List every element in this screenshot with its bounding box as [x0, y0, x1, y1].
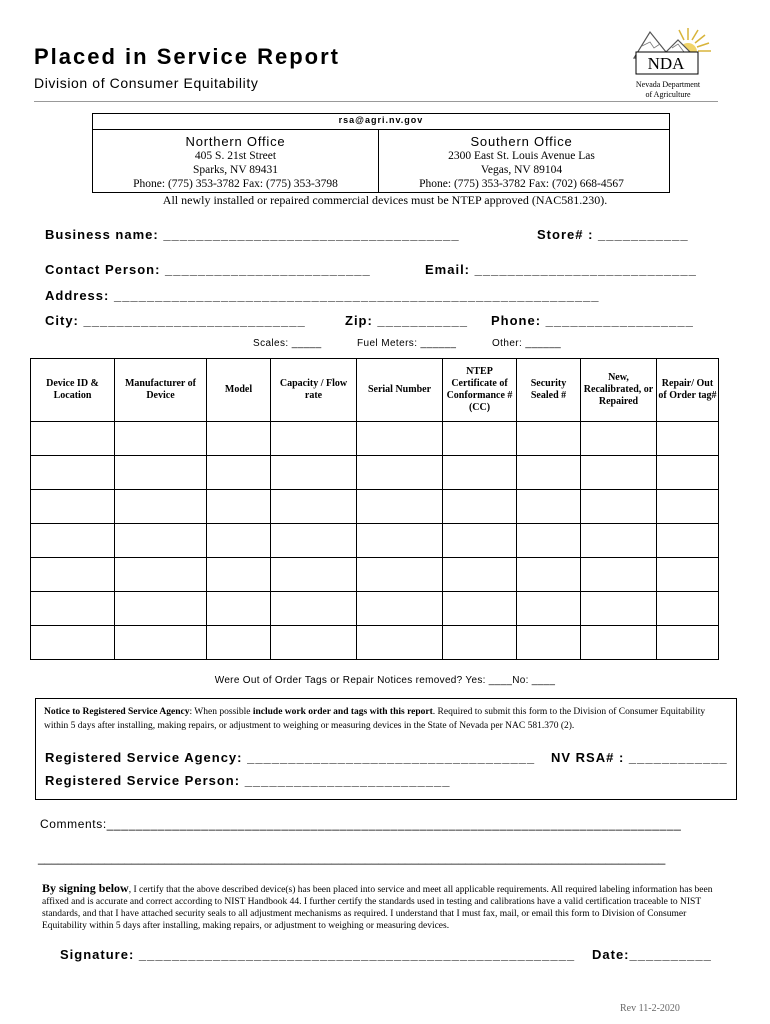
table-cell[interactable] [443, 524, 517, 558]
table-cell[interactable] [207, 524, 271, 558]
table-cell[interactable] [517, 422, 581, 456]
table-header-row [31, 359, 719, 422]
table-cell[interactable] [271, 558, 357, 592]
ntep-requirement-note: All newly installed or repaired commercial devices must be NTEP approved (NAC581.230). [162, 193, 608, 207]
table-cell[interactable] [115, 524, 207, 558]
table-cell[interactable] [581, 422, 657, 456]
table-cell[interactable] [31, 558, 115, 592]
header-divider [34, 101, 718, 102]
column-header: Model [207, 359, 271, 422]
table-cell[interactable] [657, 490, 719, 524]
table-cell[interactable] [357, 524, 443, 558]
column-header: Security Sealed # [517, 359, 581, 422]
table-cell[interactable] [581, 558, 657, 592]
table-cell[interactable] [581, 456, 657, 490]
northern-office-street: 405 S. 21st Street [194, 150, 277, 162]
comments-field[interactable]: Comments:_______________________________________________________________________________ [40, 817, 682, 831]
table-cell[interactable] [443, 422, 517, 456]
table-cell[interactable] [31, 422, 115, 456]
column-header: Manufacturer of Device [115, 359, 207, 422]
table-row [31, 524, 719, 558]
table-cell[interactable] [517, 490, 581, 524]
column-header: Capacity / Flow rate [271, 359, 357, 422]
southern-office-phone: Phone: (775) 353-3782 Fax: (702) 668-4567 [419, 178, 624, 190]
northern-office-heading: Northern Office [185, 134, 286, 149]
southern-office-heading: Southern Office [470, 134, 573, 149]
column-header: Repair/ Out of Order tag# [657, 359, 719, 422]
table-cell[interactable] [581, 490, 657, 524]
contact-email[interactable]: rsa@agri.nv.gov [338, 115, 424, 125]
southern-office [379, 134, 664, 191]
southern-office-street: 2300 East St. Louis Avenue Las [448, 150, 595, 162]
table-cell[interactable] [207, 422, 271, 456]
signature-field[interactable]: Signature: _____________________________________________________ [60, 947, 576, 962]
scales-count-field[interactable]: Scales: _____ [253, 338, 322, 349]
table-cell[interactable] [115, 626, 207, 660]
table-cell[interactable] [31, 490, 115, 524]
table-cell[interactable] [31, 592, 115, 626]
contact-person-field[interactable]: Contact Person: _________________________ [45, 262, 371, 277]
phone-field[interactable]: Phone: __________________ [491, 313, 694, 328]
table-row [31, 456, 719, 490]
logo-line-1: Nevada Department [635, 80, 701, 89]
table-cell[interactable] [207, 490, 271, 524]
date-field[interactable]: Date:__________ [592, 947, 712, 962]
table-cell[interactable] [657, 422, 719, 456]
nv-rsa-number-field[interactable]: NV RSA# : ____________ [551, 750, 728, 765]
table-cell[interactable] [443, 626, 517, 660]
table-cell[interactable] [115, 490, 207, 524]
zip-field[interactable]: Zip: ___________ [345, 313, 468, 328]
fuel-meters-count-field[interactable]: Fuel Meters: ______ [357, 338, 457, 349]
table-cell[interactable] [517, 558, 581, 592]
certification-statement [42, 882, 732, 932]
revision-label: Rev 11-2-2020 [620, 1003, 680, 1014]
notice-text-part-1: : When possible [189, 707, 253, 717]
table-cell[interactable] [357, 490, 443, 524]
table-row [31, 592, 719, 626]
table-cell[interactable] [357, 558, 443, 592]
table-cell[interactable] [115, 422, 207, 456]
northern-office [93, 134, 378, 191]
column-header: NTEP Certificate of Conformance # (CC) [443, 359, 517, 422]
device-table-body [31, 422, 719, 660]
table-cell[interactable] [357, 422, 443, 456]
table-cell[interactable] [31, 524, 115, 558]
table-cell[interactable] [207, 558, 271, 592]
other-count-field[interactable]: Other: ______ [492, 338, 562, 349]
table-cell[interactable] [357, 456, 443, 490]
table-cell[interactable] [271, 524, 357, 558]
table-cell[interactable] [357, 592, 443, 626]
table-cell[interactable] [517, 456, 581, 490]
table-cell[interactable] [657, 592, 719, 626]
table-cell[interactable] [517, 592, 581, 626]
table-cell[interactable] [443, 456, 517, 490]
email-field[interactable]: Email: ___________________________ [425, 262, 697, 277]
table-cell[interactable] [657, 626, 719, 660]
table-cell[interactable] [31, 456, 115, 490]
comments-field-line-2[interactable]: ______________________________________________________________________________________________ [38, 851, 666, 865]
store-number-field[interactable]: Store# : ___________ [537, 227, 689, 242]
column-header: New, Recalibrated, or Repaired [581, 359, 657, 422]
table-cell[interactable] [115, 456, 207, 490]
registered-service-person-field[interactable]: Registered Service Person: _________________________ [45, 773, 451, 788]
table-cell[interactable] [207, 456, 271, 490]
office-box-divider [93, 129, 669, 130]
northern-office-phone: Phone: (775) 353-3782 Fax: (775) 353-3798 [133, 178, 338, 190]
table-cell[interactable] [271, 592, 357, 626]
address-field[interactable]: Address: ___________________________________________________________ [45, 288, 600, 303]
page-subtitle: Division of Consumer Equitability [34, 75, 259, 91]
table-row [31, 490, 719, 524]
logo-line-2: of Agriculture [645, 90, 691, 99]
table-cell[interactable] [271, 490, 357, 524]
logo-abbreviation: NDA [647, 54, 685, 73]
column-header: Serial Number [357, 359, 443, 422]
certification-text: , I certify that the above described device(s) has been placed into service and meet all applicable requirements. All required labeling information has been affixed and is accurate and correct according to NIST Handbook 44. I further certify the standards used in testing and calibrations have a valid certification traceable to NIST standards, and that I have attached security seals to all adjustment mechanisms as required. I understand that I must fax, mail, or email this form to Division of Consumer Equitability within 5 days after installing, making repairs, or adjustment to weighing or measuring devices. [42, 885, 713, 931]
office-contacts-box [92, 113, 670, 193]
table-cell[interactable] [581, 524, 657, 558]
table-cell[interactable] [443, 558, 517, 592]
notice-label: Notice to Registered Service Agency [44, 707, 190, 717]
table-row [31, 626, 719, 660]
table-cell[interactable] [517, 524, 581, 558]
tags-removed-question[interactable]: Were Out of Order Tags or Repair Notices removed? Yes: ____No: ____ [214, 675, 556, 686]
table-cell[interactable] [31, 626, 115, 660]
table-cell[interactable] [581, 592, 657, 626]
table-cell[interactable] [657, 456, 719, 490]
table-cell[interactable] [657, 524, 719, 558]
table-cell[interactable] [271, 422, 357, 456]
notice-text-part-2: . Required to submit this form to the Division of Consumer Equitability within 5 days after installing, making repairs, or adjustment to weighing or measuring devices in the State of Nevada per NAC 581.370 (2). [44, 707, 706, 731]
table-cell[interactable] [271, 626, 357, 660]
table-cell[interactable] [115, 592, 207, 626]
table-cell[interactable] [443, 592, 517, 626]
certification-lead: By signing below [42, 881, 129, 895]
business-name-field[interactable]: Business name: ____________________________________ [45, 227, 460, 242]
notice-text [44, 705, 726, 733]
table-cell[interactable] [657, 558, 719, 592]
northern-office-city: Sparks, NV 89431 [192, 164, 279, 176]
device-table [30, 358, 719, 660]
notice-emphasis: include work order and tags with this report [252, 707, 433, 717]
table-cell[interactable] [517, 626, 581, 660]
table-cell[interactable] [443, 490, 517, 524]
table-cell[interactable] [207, 592, 271, 626]
table-cell[interactable] [207, 626, 271, 660]
table-row [31, 558, 719, 592]
table-cell[interactable] [581, 626, 657, 660]
table-cell[interactable] [115, 558, 207, 592]
notice-box [35, 698, 737, 800]
table-cell[interactable] [357, 626, 443, 660]
city-field[interactable]: City: ___________________________ [45, 313, 306, 328]
southern-office-city: Vegas, NV 89104 [480, 164, 563, 176]
column-header: Device ID & Location [31, 359, 115, 422]
table-row [31, 422, 719, 456]
registered-service-agency-field[interactable]: Registered Service Agency: ___________________________________ [45, 750, 536, 765]
page-title: Placed in Service Report [34, 44, 340, 69]
table-cell[interactable] [271, 456, 357, 490]
